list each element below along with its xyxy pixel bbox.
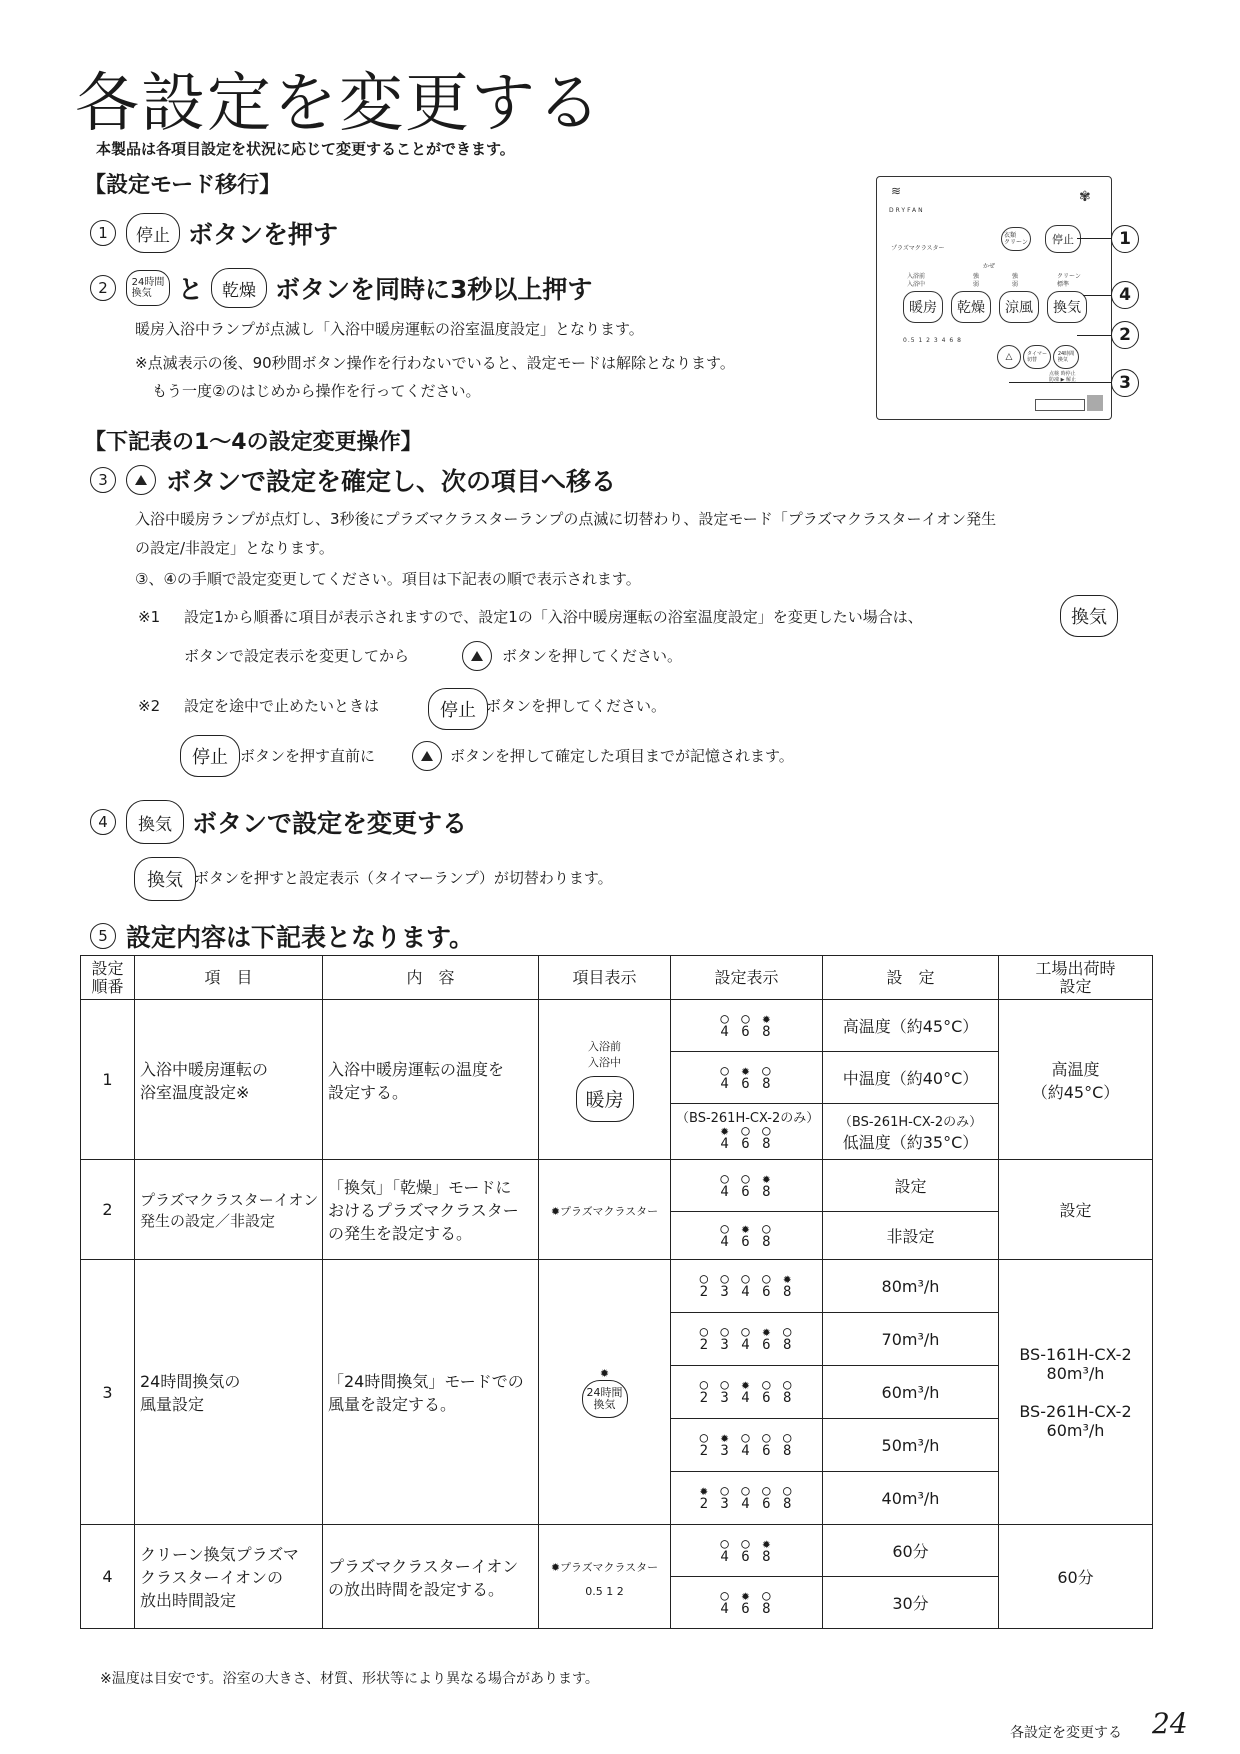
lamp-dots: ○ ○ ○ ✹ ○ — [699, 1324, 794, 1340]
up-button-icon — [412, 741, 442, 771]
step-number: 3 — [90, 467, 116, 493]
panel-ventilation-button: 換気 — [1047, 291, 1087, 323]
step-number: 4 — [90, 809, 116, 835]
panel-display-window — [1035, 399, 1085, 411]
setting-value: 高温度（約45°C） — [823, 1000, 999, 1052]
panel-dry-button: 乾燥 — [951, 291, 991, 323]
panel-label-strong: 強 — [973, 273, 980, 280]
setting-value: 80m³/h — [823, 1260, 999, 1313]
row-item: 入浴中暖房運転の 浴室温度設定※ — [135, 1000, 323, 1160]
lamp-dots: ✹ ○ ○ — [720, 1123, 773, 1139]
row-content: 「24時間換気」モードでの 風量を設定する。 — [323, 1260, 539, 1525]
row-item: クリーン換気プラズマ クラスターイオンの 放出時間設定 — [135, 1525, 323, 1629]
ventilation-button-icon: 換気 — [134, 857, 196, 901]
col-header-item: 項 目 — [135, 956, 323, 1000]
callout-1: 1 — [1111, 225, 1139, 253]
col-header-order: 設定 順番 — [81, 956, 135, 1000]
lamp-scale: 4 6 8 — [720, 1136, 773, 1152]
step-4 — [90, 800, 467, 844]
lamp-scale: 2 3 4 6 8 — [699, 1284, 794, 1300]
row-content: 入浴中暖房運転の温度を 設定する。 — [323, 1000, 539, 1160]
note1-mark: ※1 — [138, 608, 161, 626]
step2-description: 暖房入浴中ランプが点滅し「入浴中暖房運転の浴室温度設定」となります。 — [135, 320, 644, 338]
footnote: ※温度は目安です。浴室の大きさ、材質、形状等により異なる場合があります。 — [100, 1671, 599, 1687]
table-row — [81, 1000, 1153, 1052]
lamp-scale: 4 6 8 — [720, 1600, 773, 1617]
lamp-lit-icon: ✹ — [599, 1366, 610, 1380]
lamp-scale: 2 3 4 6 8 — [699, 1496, 794, 1512]
panel-label-before-bath: 入浴前 — [907, 273, 926, 280]
panel-label-cluster: プラズマクラスター — [891, 245, 945, 252]
note2-text-b2: ボタンを押して確定した項目までが記憶されます。 — [450, 747, 794, 765]
step-3 — [90, 462, 616, 498]
factory-default: 高温度 （約45°C） — [999, 1000, 1153, 1160]
col-header-item-display: 項目表示 — [539, 956, 671, 1000]
panel-clothes-clean-button: 衣類 クリーン — [1001, 227, 1031, 251]
lamp-display — [671, 1160, 823, 1212]
lamp-dots: ○ ○ ✹ ○ ○ — [699, 1377, 794, 1393]
section-heading-mode: 【設定モード移行】 — [84, 173, 282, 198]
panel-label-in-bath: 入浴中 — [907, 281, 926, 288]
lamp-scale: 2 3 4 6 8 — [699, 1390, 794, 1406]
step-and: と — [178, 275, 204, 304]
callout-line-3 — [1009, 382, 1111, 383]
page-number: 24 — [1152, 1707, 1188, 1740]
step-text: ボタンを同時に3秒以上押す — [275, 275, 593, 304]
step2-note: ※点滅表示の後、90秒間ボタン操作を行わないでいると、設定モードは解除となります。 — [135, 354, 735, 372]
step-text: ボタンで設定を変更する — [192, 809, 468, 838]
lamp-scale: 2 3 4 6 8 — [699, 1443, 794, 1459]
step-5 — [90, 918, 474, 954]
row-content: プラズマクラスターイオン の放出時間を設定する。 — [323, 1525, 539, 1629]
row-content: 「換気」「乾燥」モードに おけるプラズマクラスター の発生を設定する。 — [323, 1160, 539, 1260]
plasmacluster-lamp-icon: ✹ — [550, 1560, 561, 1574]
brand-label: DRYFAN — [889, 207, 925, 214]
panel-label-standard: 標準 — [1057, 281, 1070, 288]
setting-value: 60m³/h — [823, 1366, 999, 1419]
intro-text: 本製品は各項目設定を状況に応じて変更することができます。 — [96, 140, 515, 158]
lamp-scale: 4 6 8 — [720, 1233, 773, 1250]
table-row — [81, 1525, 1153, 1577]
panel-label-kaze: かぜ — [983, 263, 996, 270]
lamp-display — [671, 1366, 823, 1419]
lamp-dots: ○ ✹ ○ ○ ○ — [699, 1430, 794, 1446]
step-number: 2 — [90, 275, 116, 301]
panel-label-weak-2: 弱 — [1012, 281, 1019, 288]
before-bath-lamp-label: 入浴前 — [588, 1039, 621, 1053]
lamp-display — [671, 1104, 823, 1160]
timer-scale-display: 0.5 1 2 — [585, 1584, 624, 1598]
note2-text-b1: ボタンを押す直前に — [240, 747, 376, 765]
row-item-display — [539, 1000, 671, 1160]
up-button-icon — [462, 641, 492, 671]
step4-description: ボタンを押すと設定表示（タイマーランプ）が切替わります。 — [194, 869, 613, 887]
lamp-display — [671, 1260, 823, 1313]
lamp-display — [671, 1472, 823, 1525]
setting-value: 非設定 — [823, 1212, 999, 1260]
step-number: 5 — [90, 923, 116, 949]
note2-text-a2: ボタンを押してください。 — [486, 697, 667, 715]
lamp-display — [671, 1577, 823, 1629]
lamp-display — [671, 1212, 823, 1260]
panel-timer-scale: 0.5 1 2 3 4 6 8 — [903, 337, 962, 344]
row-number: 2 — [81, 1160, 135, 1260]
callout-3: 3 — [1111, 369, 1139, 397]
plasmacluster-logo-icon: ✾ — [1079, 189, 1091, 205]
lamp-dots: ○ ○ ✹ — [720, 1010, 773, 1027]
lamp-dots: ○ ✹ ○ — [720, 1220, 773, 1237]
row-number: 4 — [81, 1525, 135, 1629]
panel-cool-button: 涼風 — [999, 291, 1039, 323]
heat-button-icon: 暖房 — [576, 1076, 634, 1122]
24h-ventilation-button-icon: 24時間 換気 — [126, 270, 170, 306]
panel-stop-button: 停止 — [1045, 225, 1081, 253]
section-heading-operations: 【下記表の1〜4の設定変更操作】 — [84, 430, 423, 455]
plasmacluster-lamp-icon: ✹ — [550, 1205, 561, 1218]
lamp-display — [671, 1313, 823, 1366]
lamp-display — [671, 1052, 823, 1104]
setting-value-text: 低温度（約35°C） — [842, 1132, 979, 1152]
lamp-display — [671, 1525, 823, 1577]
callout-4: 4 — [1111, 281, 1139, 309]
setting-value: 70m³/h — [823, 1313, 999, 1366]
lamp-display — [671, 1419, 823, 1472]
note2-mark: ※2 — [138, 697, 161, 715]
note1-text-b1: ボタンで設定表示を変更してから — [184, 647, 410, 665]
lamp-dots: ○ ✹ ○ — [720, 1587, 773, 1604]
panel-label-clean: クリーン — [1057, 273, 1081, 280]
row-item: プラズマクラスターイオン 発生の設定／非設定 — [135, 1160, 323, 1260]
ventilation-button-icon: 換気 — [126, 800, 184, 844]
step2-note-cont: もう一度②のはじめから操作を行ってください。 — [152, 382, 481, 400]
panel-up-button-icon: △ — [997, 345, 1021, 369]
col-header-setting-display: 設定表示 — [671, 956, 823, 1000]
panel-label-strong-2: 強 — [1012, 273, 1019, 280]
step-number: 1 — [90, 220, 116, 246]
step-text: ボタンを押す — [188, 220, 339, 249]
panel-label-weak: 弱 — [973, 281, 980, 288]
col-header-setting: 設 定 — [823, 956, 999, 1000]
setting-value: 50m³/h — [823, 1419, 999, 1472]
in-bath-lamp-label: 入浴中 — [588, 1055, 621, 1069]
table-row — [81, 1160, 1153, 1212]
callout-line-2 — [1077, 335, 1111, 336]
callout-line-1 — [1077, 238, 1111, 239]
plasmacluster-lamp-label: プラズマクラスター — [560, 1560, 659, 1574]
plasmacluster-lamp-label: プラズマクラスター — [560, 1205, 659, 1218]
table-row — [81, 1260, 1153, 1313]
lamp-dots: ○ ✹ ○ — [720, 1062, 773, 1079]
factory-default: 60分 — [999, 1525, 1153, 1629]
up-button-icon — [126, 465, 156, 495]
col-header-factory-default: 工場出荷時 設定 — [999, 956, 1153, 1000]
stop-button-icon: 停止 — [180, 735, 240, 777]
step3-desc-3: ③、④の手順で設定変更してください。項目は下記表の順で表示されます。 — [135, 570, 641, 588]
setting-value: 60分 — [823, 1525, 999, 1577]
model-note: （BS-261H-CX-2のみ） — [838, 1114, 983, 1130]
panel-heat-button: 暖房 — [903, 291, 943, 323]
settings-table — [80, 955, 1153, 1629]
dry-button-icon: 乾燥 — [211, 268, 267, 308]
footer-label: 各設定を変更する — [1010, 1725, 1122, 1741]
lamp-dots: ○ ○ ○ ○ ✹ — [699, 1271, 794, 1287]
setting-value: 40m³/h — [823, 1472, 999, 1525]
panel-label-check: 点検 時停止 防凍 ▶ 解止 — [1049, 371, 1077, 383]
callout-line-4 — [1083, 295, 1111, 296]
col-header-content: 内 容 — [323, 956, 539, 1000]
wave-icon: ≋ — [891, 184, 902, 198]
ventilation-button-icon: 換気 — [1060, 595, 1118, 637]
lamp-dots: ○ ○ ✹ — [720, 1535, 773, 1552]
step-1 — [90, 213, 338, 253]
row-number: 3 — [81, 1260, 135, 1525]
row-number: 1 — [81, 1000, 135, 1160]
remote-panel-illustration — [876, 176, 1131, 420]
setting-value: 中温度（約40°C） — [823, 1052, 999, 1104]
lamp-display — [671, 1000, 823, 1052]
step-2 — [90, 268, 592, 308]
row-item-display — [539, 1525, 671, 1629]
step-text: ボタンで設定を確定し、次の項目へ移る — [166, 467, 617, 496]
note1-text-a: 設定1から順番に項目が表示されますので、設定1の「入浴中暖房運転の浴室温度設定」を変更したい場合は、 — [184, 608, 923, 626]
step-text: 設定内容は下記表となります。 — [126, 923, 475, 952]
lamp-scale: 4 6 8 — [720, 1548, 773, 1565]
lamp-scale: 4 6 8 — [720, 1183, 773, 1200]
factory-default: 設定 — [999, 1160, 1153, 1260]
panel-24h-ventilation-button: 24時間 換気 — [1053, 345, 1079, 369]
page-title: 各設定を変更する — [75, 67, 603, 141]
stop-button-icon: 停止 — [428, 688, 488, 730]
callout-2: 2 — [1111, 321, 1139, 349]
row-item-display — [539, 1160, 671, 1260]
note2-text-a1: 設定を途中で止めたいときは — [184, 697, 380, 715]
lamp-dots: ✹ ○ ○ ○ ○ — [699, 1483, 794, 1499]
model-note: （BS-261H-CX-2のみ） — [676, 1111, 820, 1126]
step3-desc-1: 入浴中暖房ランプが点灯し、3秒後にプラズマクラスターランプの点滅に切替わり、設定モード「プラズマクラスターイオン発生 — [135, 510, 997, 528]
setting-value — [823, 1104, 999, 1160]
panel-timer-switch-button: タイマー 切替 — [1023, 345, 1051, 369]
factory-default: BS-161H-CX-2 80m³/h BS-261H-CX-2 60m³/h — [999, 1260, 1153, 1525]
row-item-display — [539, 1260, 671, 1525]
lamp-scale: 2 3 4 6 8 — [699, 1337, 794, 1353]
setting-value: 設定 — [823, 1160, 999, 1212]
lamp-scale: 4 6 8 — [720, 1075, 773, 1092]
lamp-dots: ○ ○ ✹ — [720, 1170, 773, 1187]
note1-text-b2: ボタンを押してください。 — [502, 647, 683, 665]
step3-desc-2: の設定/非設定」となります。 — [135, 539, 334, 557]
lamp-scale: 4 6 8 — [720, 1023, 773, 1040]
panel-receiver — [1087, 395, 1103, 411]
row-item: 24時間換気の 風量設定 — [135, 1260, 323, 1525]
24h-ventilation-button-icon: 24時間 換気 — [582, 1380, 628, 1418]
setting-value: 30分 — [823, 1577, 999, 1629]
stop-button-icon: 停止 — [126, 213, 180, 253]
